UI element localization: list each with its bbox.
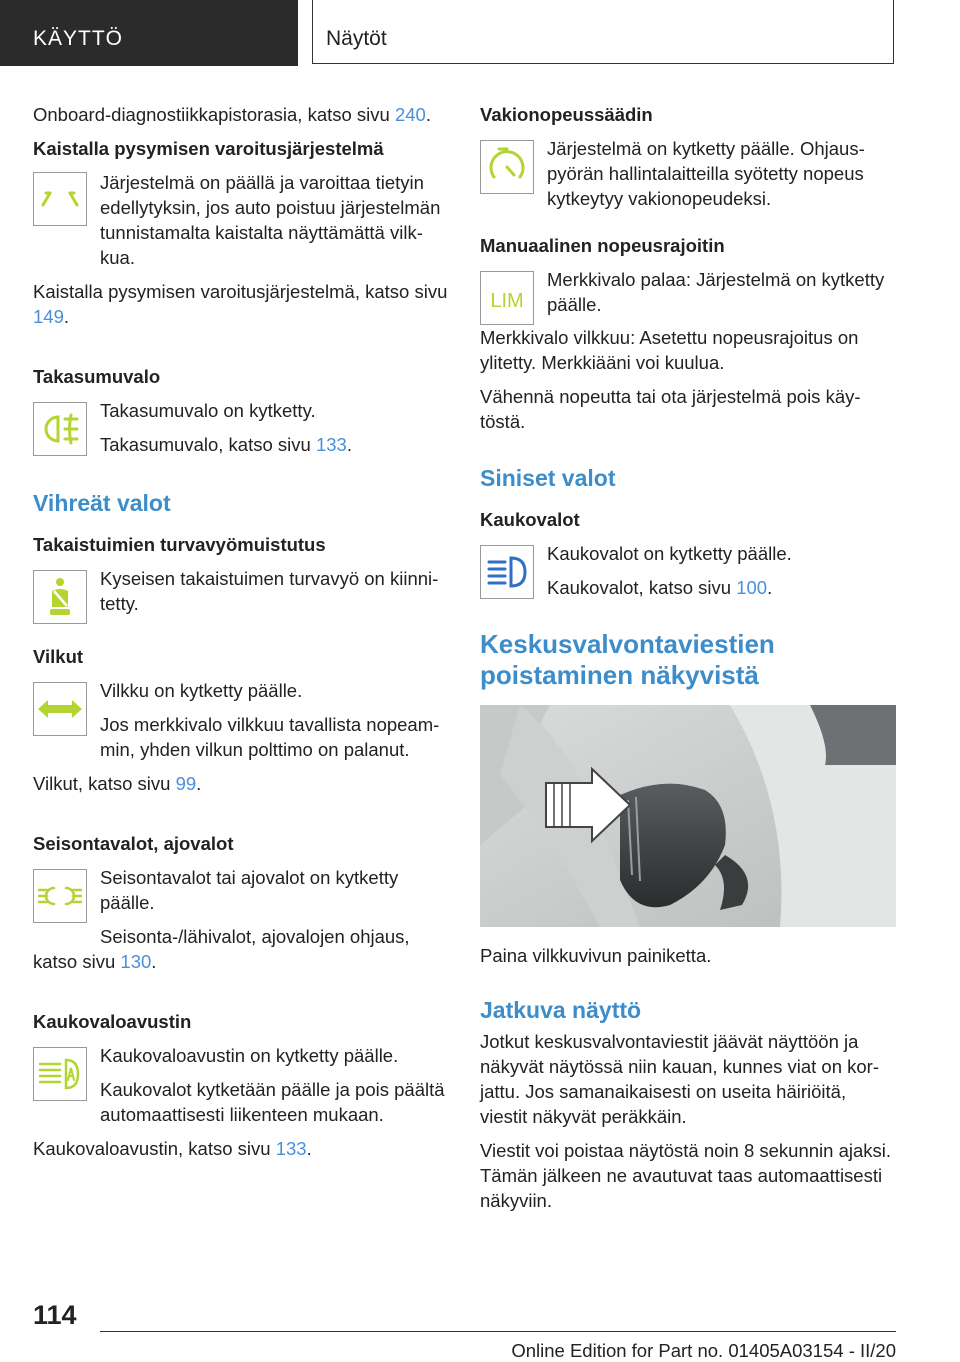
obd-paragraph: Onboard-diagnostiikkapistorasia, katso sivu 240.	[33, 104, 431, 125]
fog-item	[33, 398, 451, 457]
lane-desc: Järjestelmä on päällä ja varoittaa tietyin edellytyksin, jos auto poistuu järjestelmän tunnistamalta kaistalta näyttämättä vilkkua.	[100, 172, 441, 268]
cruise-title: Vakionopeussäädin	[480, 104, 653, 125]
hide-messages-heading: Keskusvalvontaviestien poistaminen näkyvistä	[480, 629, 775, 690]
lim-desc1: Merkkivalo palaa: Järjestelmä on kytketty päälle.	[547, 269, 885, 315]
footer-edition: Online Edition for Part no. 01405A03154 - II/20	[511, 1340, 896, 1361]
high-item	[480, 541, 896, 600]
belt-desc: Kyseisen takaistuimen turvavyö on kiinnitetty.	[100, 568, 439, 614]
page-link[interactable]: 133	[275, 1138, 307, 1159]
left-column	[33, 102, 451, 1170]
park-item	[33, 865, 451, 974]
park-title: Seisontavalot, ajovalot	[33, 833, 234, 854]
page-link[interactable]: 100	[736, 577, 768, 598]
lim-title: Manuaalinen nopeusrajoitin	[480, 235, 725, 256]
belt-title: Takaistuimien turvavyömuistutus	[33, 534, 326, 555]
turn-signal-stalk-photo	[480, 705, 896, 927]
lim-desc3: Vähennä nopeutta tai ota järjestelmä pois käytöstä.	[480, 386, 861, 432]
cruise-desc: Järjestelmä on kytketty päälle. Ohjauspyörän hallintalaitteilla syötetty nopeus kytkeytyy vakionopeudeksi.	[547, 138, 865, 209]
fog-title: Takasumuvalo	[33, 366, 161, 387]
lane-item	[33, 170, 451, 228]
page-number: 114	[33, 1300, 77, 1330]
continuous-display-heading: Jatkuva näyttö	[480, 997, 642, 1023]
footer-divider	[100, 1331, 896, 1332]
page-link[interactable]: 130	[120, 951, 152, 972]
turn-desc1: Vilkku on kytketty päälle.	[100, 680, 303, 701]
hba-see: Kaukovaloavustin, katso sivu 133.	[33, 1138, 312, 1159]
cruise-item	[480, 136, 896, 211]
blue-lights-heading: Siniset valot	[480, 465, 616, 491]
header-chapter-tab	[312, 0, 894, 64]
header-chapter-label: Näytöt	[326, 27, 387, 50]
high-beam-assistant-icon	[33, 1047, 87, 1101]
fog-desc: Takasumuvalo on kytketty.	[100, 400, 316, 421]
right-column	[480, 102, 896, 1222]
page-link[interactable]: 149	[33, 306, 64, 327]
high-see: Kaukovalot, katso sivu 100.	[547, 577, 773, 598]
hba-title: Kaukovaloavustin	[33, 1011, 192, 1032]
turn-see: Vilkut, katso sivu 99.	[33, 773, 202, 794]
park-desc2: Seisonta-/lähivalot, ajovalojen ohjaus, katso sivu 130.	[33, 926, 410, 972]
turn-title: Vilkut	[33, 646, 84, 667]
page-link[interactable]: 99	[175, 773, 197, 794]
parking-lights-icon	[33, 869, 87, 923]
svg-text:LIM: LIM	[490, 290, 524, 312]
turn-signal-icon	[33, 682, 87, 736]
green-lights-heading: Vihreät valot	[33, 490, 171, 516]
cont-p1: Jotkut keskusvalvontaviestit jäävät näyttöön ja näkyvät näytössä niin kauan, kunnes viat on korjattu. Jos samanaikaisesti on useita häiriöitä, viestit näkyvät peräkkäin.	[480, 1031, 880, 1127]
fog-see: Takasumuvalo, katso sivu 133.	[100, 434, 352, 455]
lane-see: Kaistalla pysymisen varoitusjärjestelmä, katso sivu 149.	[33, 281, 448, 327]
lim-desc2-full: Merkkivalo vilkkuu: Asetettu nopeusrajoitus on ylitetty. Merkkiääni voi kuulua.	[480, 327, 859, 373]
lim-item	[480, 267, 896, 325]
speed-limiter-icon	[480, 271, 534, 325]
lane-title: Kaistalla pysymisen varoitusjärjestelmä	[33, 138, 384, 159]
header-section-tab	[0, 0, 298, 66]
hba-desc2: Kaukovalot kytketään päälle ja pois päältä automaattisesti liikenteen mukaan.	[100, 1079, 445, 1125]
high-desc1: Kaukovalot on kytketty päälle.	[547, 543, 792, 564]
rear-fog-light-icon	[33, 402, 87, 456]
hba-desc1: Kaukovaloavustin on kytketty päälle.	[100, 1045, 399, 1066]
belt-item	[33, 566, 451, 624]
hba-item	[33, 1043, 451, 1127]
turn-desc2: Jos merkkivalo vilkkuu tavallista nopeammin, yhden vilkun polttimo on palanut.	[100, 714, 440, 760]
high-title: Kaukovalot	[480, 509, 580, 530]
high-beam-icon	[480, 545, 534, 599]
cruise-control-icon	[480, 140, 534, 194]
cont-p2: Viestit voi poistaa näytöstä noin 8 sekunnin ajaksi. Tämän jälkeen ne avautuvat taas automaattisesti näkyviin.	[480, 1140, 892, 1211]
turn-item	[33, 678, 451, 762]
header-section-label: KÄYTTÖ	[33, 27, 124, 50]
page-link[interactable]: 133	[315, 434, 347, 455]
page-link[interactable]: 240	[394, 104, 426, 125]
photo-caption: Paina vilkkuvivun painiketta.	[480, 945, 712, 966]
seatbelt-icon	[33, 570, 87, 624]
lane-departure-icon	[33, 172, 87, 226]
park-desc1: Seisontavalot tai ajovalot on kytketty päälle.	[100, 867, 399, 913]
